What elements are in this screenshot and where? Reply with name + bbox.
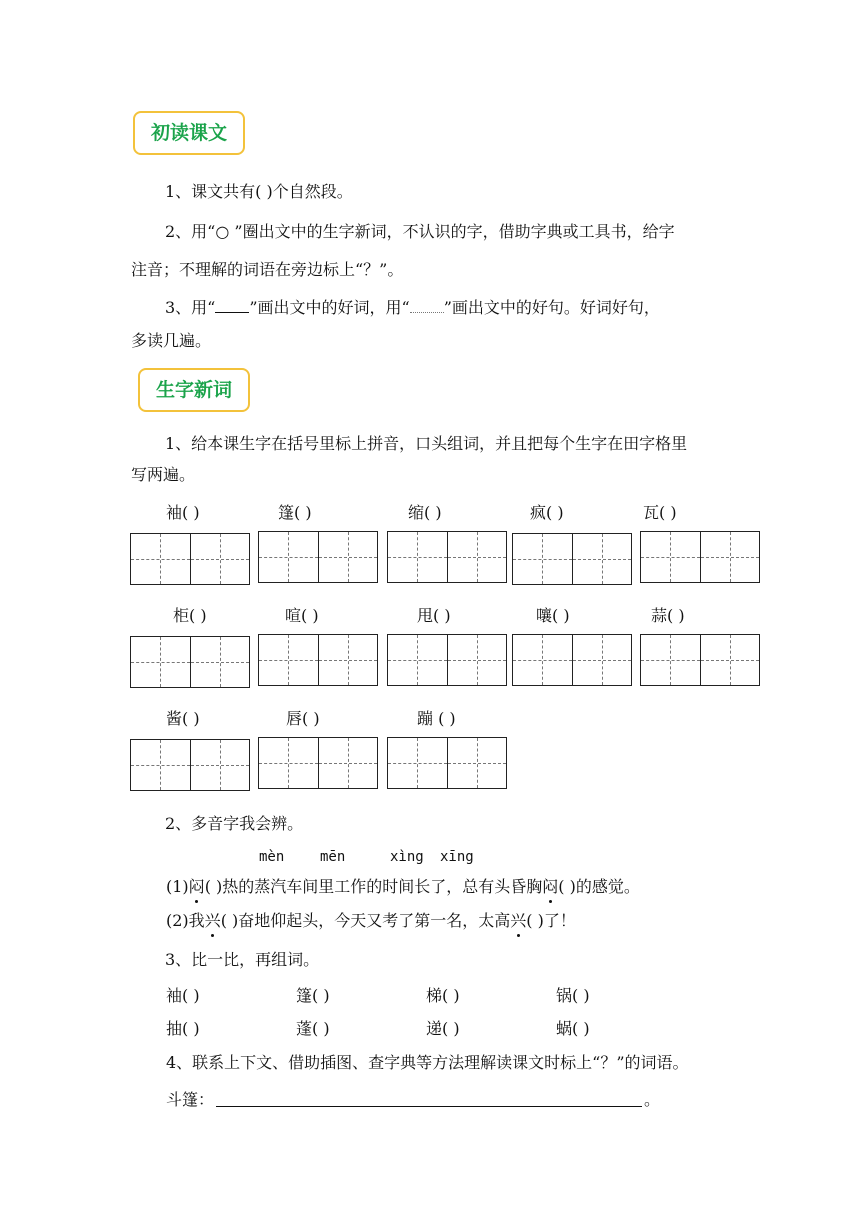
sentence-1-char-b: 闷	[542, 877, 559, 896]
compare-item: 蓬( )	[296, 1019, 330, 1038]
context-title: 4、联系上下文、借助插图、查字典等方法理解读课文时标上“？”的词语。	[166, 1053, 689, 1072]
char-label-xiu: 袖( )	[166, 503, 200, 522]
sentence-2-mid: ( )奋地仰起头，今天又考了第一名，太高	[220, 911, 511, 930]
sentence-1-post: ( )的感觉。	[558, 877, 640, 896]
compare-item: 袖( )	[166, 986, 200, 1005]
char-label-jiang: 酱( )	[166, 709, 200, 728]
char-label-chun: 唇( )	[286, 709, 320, 728]
compare-item: 递( )	[426, 1019, 460, 1038]
sentence-2-char-a: 兴	[204, 911, 221, 930]
sentence-2-prefix: (2)我	[166, 911, 205, 930]
tianzige-grid[interactable]	[512, 634, 632, 686]
char-label-feng: 疯( )	[530, 503, 564, 522]
section-tag-first-reading: 初读课文	[133, 111, 245, 155]
pinyin-xing4: xìng	[390, 849, 424, 865]
straight-underline-sample	[215, 298, 249, 313]
question-3-pre: 3、用“	[165, 298, 216, 317]
compare-title: 3、比一比，再组词。	[165, 950, 320, 969]
sentence-1-prefix: (1)	[166, 877, 189, 896]
question-3-line-2: 多读几遍。	[131, 331, 212, 350]
tianzige-grid[interactable]	[387, 634, 507, 686]
pinyin-men4: mèn	[259, 849, 285, 865]
sentence-2-post: ( )了！	[526, 911, 576, 930]
section-tag-new-words: 生字新词	[138, 368, 250, 412]
compare-item: 梯( )	[426, 986, 460, 1005]
tianzige-grid[interactable]	[512, 533, 632, 585]
compare-item: 蜗( )	[556, 1019, 590, 1038]
doupeng-answer-line[interactable]	[216, 1092, 642, 1107]
question-1-paragraph-count: 1、课文共有( )个自然段。	[165, 182, 353, 201]
tianzige-grid[interactable]	[387, 531, 507, 583]
tianzige-grid[interactable]	[130, 636, 250, 688]
compare-item: 篷( )	[296, 986, 330, 1005]
sentence-2-char-b: 兴	[510, 911, 527, 930]
question-3-post: ”画出文中的好句。好词好句，	[443, 298, 660, 317]
char-label-xuan: 喧( )	[285, 606, 319, 625]
wavy-underline-sample	[410, 300, 444, 313]
char-label-wa: 瓦( )	[643, 503, 677, 522]
char-label-suo: 缩( )	[408, 503, 442, 522]
pinyin-men1: mēn	[320, 849, 346, 865]
sentence-1-char-a: 闷	[188, 877, 205, 896]
polyphonic-sentence-1	[166, 877, 640, 897]
pinyin-xing1: xīng	[440, 849, 474, 865]
new-words-q1-line-2: 写两遍。	[131, 465, 196, 484]
compare-item: 锅( )	[556, 986, 590, 1005]
tianzige-grid[interactable]	[258, 634, 378, 686]
tianzige-grid[interactable]	[130, 739, 250, 791]
doupeng-period: 。	[644, 1090, 661, 1109]
tianzige-grid[interactable]	[640, 531, 760, 583]
char-label-peng: 篷( )	[278, 503, 312, 522]
question-3-mid: ”画出文中的好词，用“	[249, 298, 410, 317]
char-label-suan: 蒜( )	[651, 606, 685, 625]
compare-item: 抽( )	[166, 1019, 200, 1038]
char-label-rang: 嚷( )	[536, 606, 570, 625]
tianzige-grid[interactable]	[387, 737, 507, 789]
question-2-line-1: 2、用“○ ”圈出文中的生字新词，不认识的字，借助字典或工具书，给字	[165, 222, 675, 241]
new-words-q1-line-1: 1、给本课生字在括号里标上拼音，口头组词，并且把每个生字在田字格里	[165, 434, 688, 453]
question-3-line-1	[165, 298, 660, 318]
tianzige-grid[interactable]	[258, 531, 378, 583]
char-label-shuai: 甩( )	[417, 606, 451, 625]
tianzige-grid[interactable]	[258, 737, 378, 789]
tianzige-grid[interactable]	[130, 533, 250, 585]
char-label-gui: 柜( )	[173, 606, 207, 625]
sentence-1-mid: ( )热的蒸汽车间里工作的时间长了，总有头昏胸	[204, 877, 543, 896]
char-label-beng: 蹦 ( )	[417, 709, 456, 728]
question-2-line-2: 注音；不理解的词语在旁边标上“？”。	[131, 260, 404, 279]
tianzige-grid[interactable]	[640, 634, 760, 686]
doupeng-label: 斗篷：	[166, 1090, 215, 1109]
polyphonic-sentence-2	[166, 911, 576, 931]
polyphonic-title: 2、多音字我会辨。	[165, 814, 304, 833]
